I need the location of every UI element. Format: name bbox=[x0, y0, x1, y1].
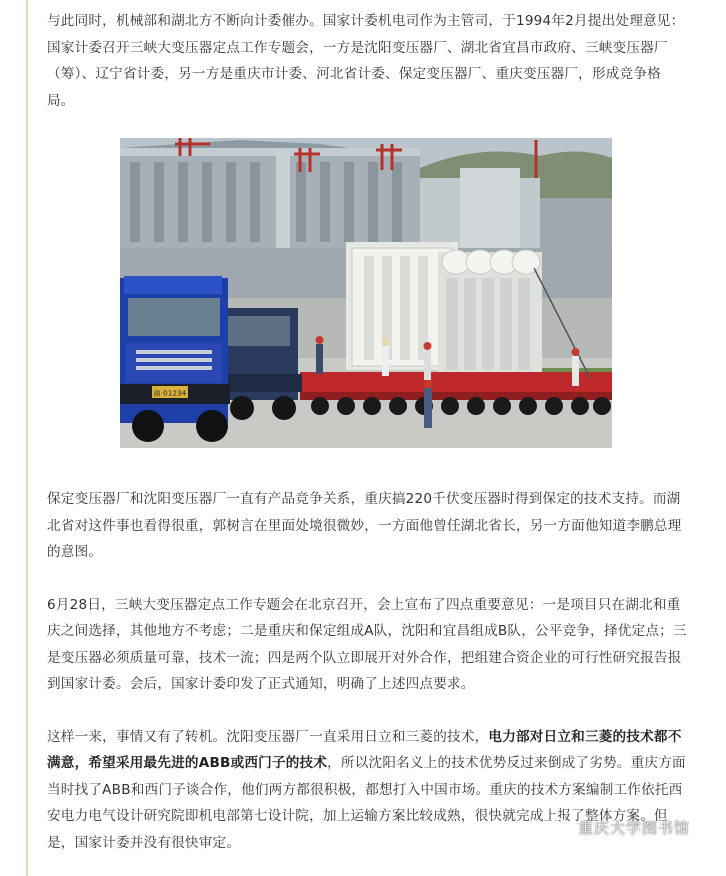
watermark-text: 重庆大学图书馆 bbox=[577, 818, 690, 837]
paragraph: 与此同时，机械部和湖北方不断向计委催办。国家计委机电司作为主管司，于1994年2月提出处理意见：国家计委召开三峡大变压器定点工作专题会，一方是沈阳变压器厂、湖北省宜昌市政府、三峡变压器厂（筹）、辽宁省计委，另一方是重庆市计委、河北省计委、保定变压器厂、重庆变压器厂，形成竞争格局。 bbox=[47, 13, 685, 109]
paragraph: 保定变压器厂和沈阳变压器厂一直有产品竞争关系，重庆搞220千伏变压器时得到保定的技术支持。而湖北省对这件事也看得很重，郭树言在里面处境很微妙，一方面他曾任湖北省长，另一方面他知道李鹏总理的意图。 bbox=[47, 491, 682, 560]
paragraph: 6月28日，三峡大变压器定点工作专题会在北京召开，会上宣布了四点重要意见：一是项目只在湖北和重庆之间选择，其他地方不考虑；二是重庆和保定组成A队，沈阳和宜昌组成B队，公平竞争，择优定点；三是变压器必须质量可靠，技术一流；四是两个队立即展开对外合作，把组建合资企业的可行性研究报告报到国家计委。会后，国家计委印发了正式通知，明确了上述四点要求。 bbox=[47, 596, 687, 692]
paragraph-text: ，所以沈阳名义上的技术优势反过来倒成了劣势。重庆方面当时找了ABB和西门子谈合作，他们两方都很积极，都想打入中国市场。重庆的技术方案编制工作依托西安电力电气设计研究院即机电部第七设计院，加上运输方案比较成熟，很快就完成上报了整体方案。但是，国家计委并没有很快审定。 bbox=[47, 755, 686, 851]
transformer-transport-photo bbox=[120, 138, 612, 448]
left-margin-rule bbox=[26, 0, 28, 876]
article-body bbox=[47, 0, 687, 856]
watermark bbox=[544, 816, 690, 838]
license-plate: 渝·01234 bbox=[153, 389, 187, 398]
paragraph-text: 这样一来，事情又有了转机。沈阳变压器厂一直采用日立和三菱的技术， bbox=[47, 728, 489, 745]
library-building-icon bbox=[544, 816, 572, 838]
bold-emphasis: 电力部对日立和三菱的技术都不满意，希望采用最先进的ABB或西门子的技术 bbox=[47, 728, 682, 771]
photo-scene bbox=[120, 138, 612, 448]
